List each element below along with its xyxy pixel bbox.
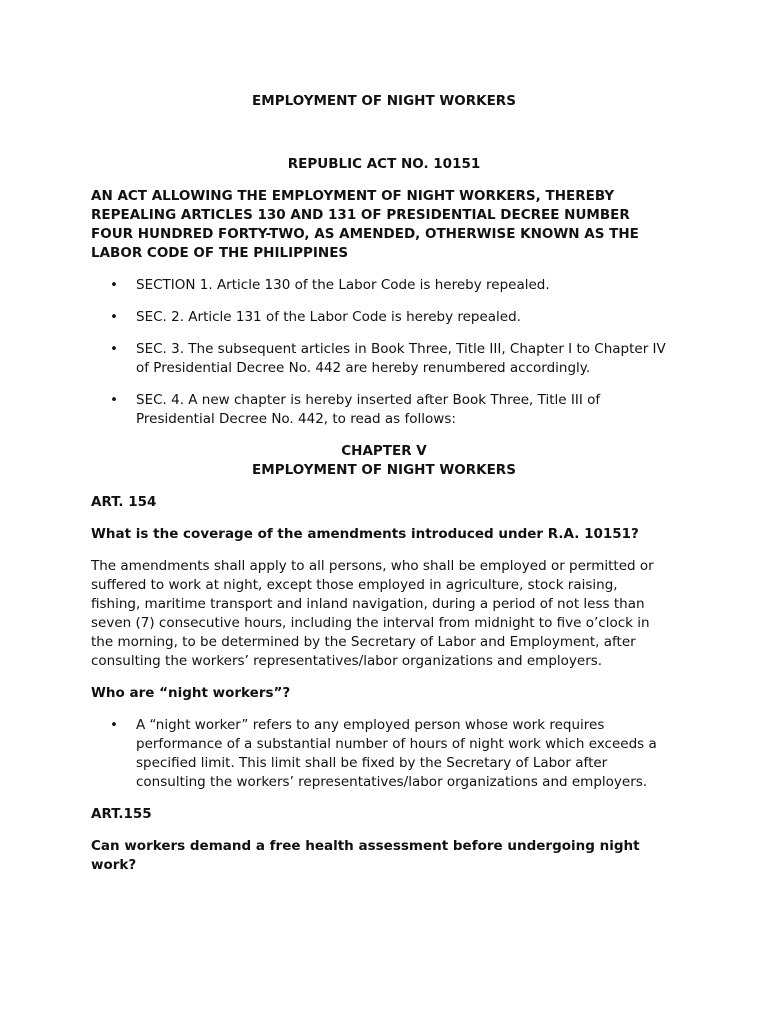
chapter-heading: CHAPTER V — [341, 443, 427, 459]
bullet-icon: • — [110, 341, 118, 357]
answer-line: consulting the workers’ representatives/labor organizations and employers. — [91, 653, 603, 669]
definition-line: consulting the workers’ representatives/labor organizations and employers. — [136, 774, 648, 790]
section-text: SEC. 4. A new chapter is hereby inserted after Book Three, Title III of — [136, 392, 601, 408]
bullet-icon: • — [110, 277, 118, 293]
bullet-icon: • — [110, 717, 118, 733]
article-155-question — [91, 837, 711, 875]
act-description — [91, 187, 691, 263]
act-number: REPUBLIC ACT NO. 10151 — [287, 156, 481, 172]
section-text: SEC. 3. The subsequent articles in Book Three, Title III, Chapter I to Chapter IV — [136, 341, 666, 357]
bullet-icon: • — [110, 392, 118, 408]
chapter-title: EMPLOYMENT OF NIGHT WORKERS — [252, 462, 516, 478]
night-workers-question: Who are “night workers”? — [91, 685, 291, 701]
answer-line: suffered to work at night, except those employed in agriculture, stock raising, — [91, 577, 618, 593]
question-line: work? — [91, 857, 137, 873]
act-description-line: FOUR HUNDRED FORTY-TWO, AS AMENDED, OTHERWISE KNOWN AS THE — [91, 226, 639, 242]
article-154-label: ART. 154 — [91, 494, 157, 510]
answer-line: The amendments shall apply to all persons, who shall be employed or permitted or — [91, 558, 654, 574]
act-description-line: AN ACT ALLOWING THE EMPLOYMENT OF NIGHT WORKERS, THEREBY — [91, 188, 615, 204]
article-155-label: ART.155 — [91, 806, 152, 822]
answer-line: seven (7) consecutive hours, including the interval from midnight to five o’clock in — [91, 615, 650, 631]
definition-line: specified limit. This limit shall be fixed by the Secretary of Labor after — [136, 755, 608, 771]
bullet-icon: • — [110, 309, 118, 325]
section-text: of Presidential Decree No. 442 are hereby renumbered accordingly. — [136, 360, 591, 376]
act-description-line: REPEALING ARTICLES 130 AND 131 OF PRESIDENTIAL DECREE NUMBER — [91, 207, 630, 223]
section-text: Presidential Decree No. 442, to read as follows: — [136, 411, 456, 427]
section-text: SEC. 2. Article 131 of the Labor Code is hereby repealed. — [136, 309, 521, 325]
definition-line: performance of a substantial number of hours of night work which exceeds a — [136, 736, 657, 752]
answer-line: the morning, to be determined by the Secretary of Labor and Employment, after — [91, 634, 636, 650]
answer-line: fishing, maritime transport and inland navigation, during a period of not less than — [91, 596, 645, 612]
act-description-line: LABOR CODE OF THE PHILIPPINES — [91, 245, 349, 261]
section-text: SECTION 1. Article 130 of the Labor Code is hereby repealed. — [136, 277, 550, 293]
definition-line: A “night worker” refers to any employed person whose work requires — [136, 717, 605, 733]
question-line: Can workers demand a free health assessment before undergoing night — [91, 838, 640, 854]
document-title: EMPLOYMENT OF NIGHT WORKERS — [252, 93, 516, 109]
article-154-answer — [91, 557, 711, 671]
article-154-question: What is the coverage of the amendments introduced under R.A. 10151? — [91, 526, 639, 542]
